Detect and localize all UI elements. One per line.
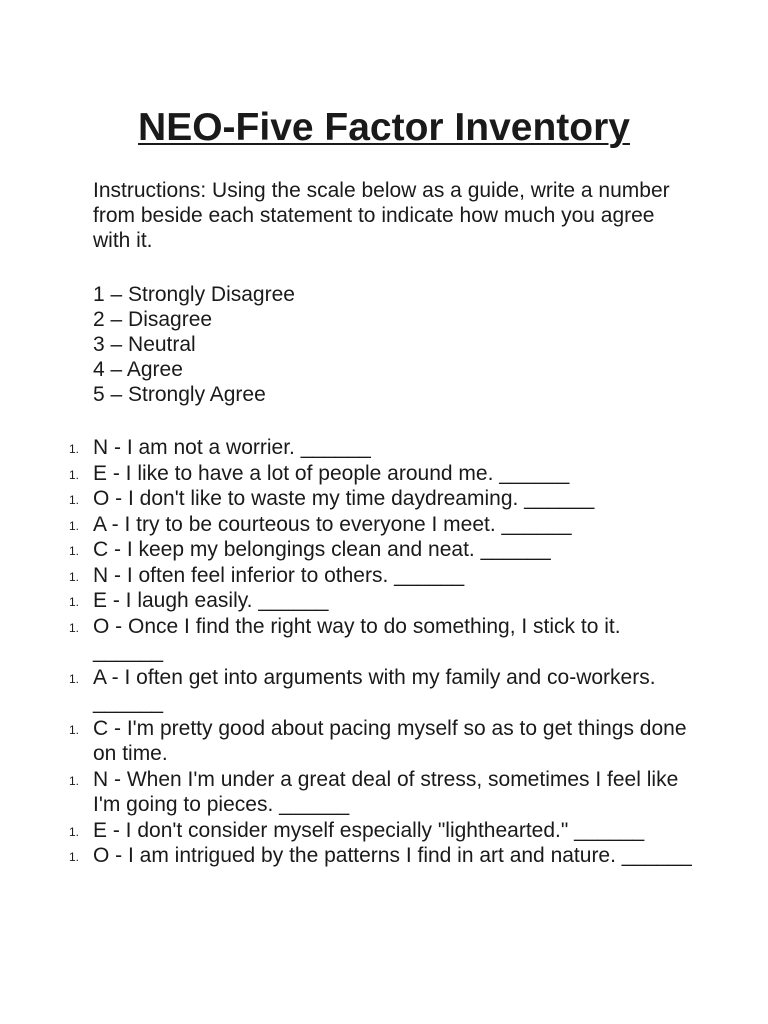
statement-item xyxy=(69,614,693,665)
statement-text: O - I don't like to waste my time daydreaming. ______ xyxy=(93,487,595,510)
item-number: 1. xyxy=(69,467,80,482)
statement-text: E - I don't consider myself especially "lighthearted." ______ xyxy=(93,818,645,842)
scale-item: 2 – Disagree xyxy=(93,308,213,331)
statement-list xyxy=(69,435,693,869)
item-number: 1. xyxy=(69,569,80,584)
statement-item xyxy=(69,461,693,487)
statement-item xyxy=(69,537,693,563)
scale-item: 3 – Neutral xyxy=(93,333,196,356)
item-number: 1. xyxy=(69,595,80,609)
item-number: 1. xyxy=(69,620,80,635)
item-number: 1. xyxy=(69,442,80,456)
statement-item xyxy=(69,588,693,614)
item-number: 1. xyxy=(69,850,80,864)
statement-item xyxy=(69,716,693,767)
item-number: 1. xyxy=(69,671,80,686)
statement-text: C - I'm pretty good about pacing myself so as to get things done on time. xyxy=(93,716,687,765)
instructions-text: Instructions: Using the scale below as a guide, write a number from beside each statement to indicate how much you agree with it. xyxy=(93,179,670,252)
item-number: 1. xyxy=(69,518,80,533)
scale-item: 4 – Agree xyxy=(93,358,183,381)
statement-item xyxy=(69,818,693,844)
item-number: 1. xyxy=(69,722,80,737)
statement-text: A - I try to be courteous to everyone I meet. ______ xyxy=(93,512,572,536)
statement-text: C - I keep my belongings clean and neat. ______ xyxy=(93,538,551,561)
statement-text: E - I laugh easily. ______ xyxy=(93,589,329,612)
rating-scale-list xyxy=(93,282,295,407)
statement-item xyxy=(69,512,693,538)
statement-item xyxy=(69,843,693,869)
statement-item xyxy=(69,486,693,512)
statement-text: O - I am intrigued by the patterns I find in art and nature. ______ xyxy=(93,844,692,867)
statement-item xyxy=(69,563,693,589)
item-number: 1. xyxy=(69,773,80,788)
scale-item: 1 – Strongly Disagree xyxy=(93,283,295,306)
statement-text: N - I often feel inferior to others. ______ xyxy=(93,563,465,587)
item-number: 1. xyxy=(69,493,80,507)
statement-item xyxy=(69,435,693,461)
item-number: 1. xyxy=(69,824,80,839)
statement-text: N - When I'm under a great deal of stress, sometimes I feel like I'm going to pieces. ______ xyxy=(93,767,679,816)
statement-text: E - I like to have a lot of people around me. ______ xyxy=(93,461,570,485)
statement-item xyxy=(69,665,693,716)
statement-text: O - Once I find the right way to do something, I stick to it. ______ xyxy=(93,614,621,663)
statement-item xyxy=(69,767,693,818)
statement-text: N - I am not a worrier. ______ xyxy=(93,436,371,459)
item-number: 1. xyxy=(69,544,80,558)
statement-text: A - I often get into arguments with my family and co-workers. ______ xyxy=(93,665,656,714)
scale-item: 5 – Strongly Agree xyxy=(93,383,266,406)
page-title: NEO-Five Factor Inventory xyxy=(138,106,630,149)
